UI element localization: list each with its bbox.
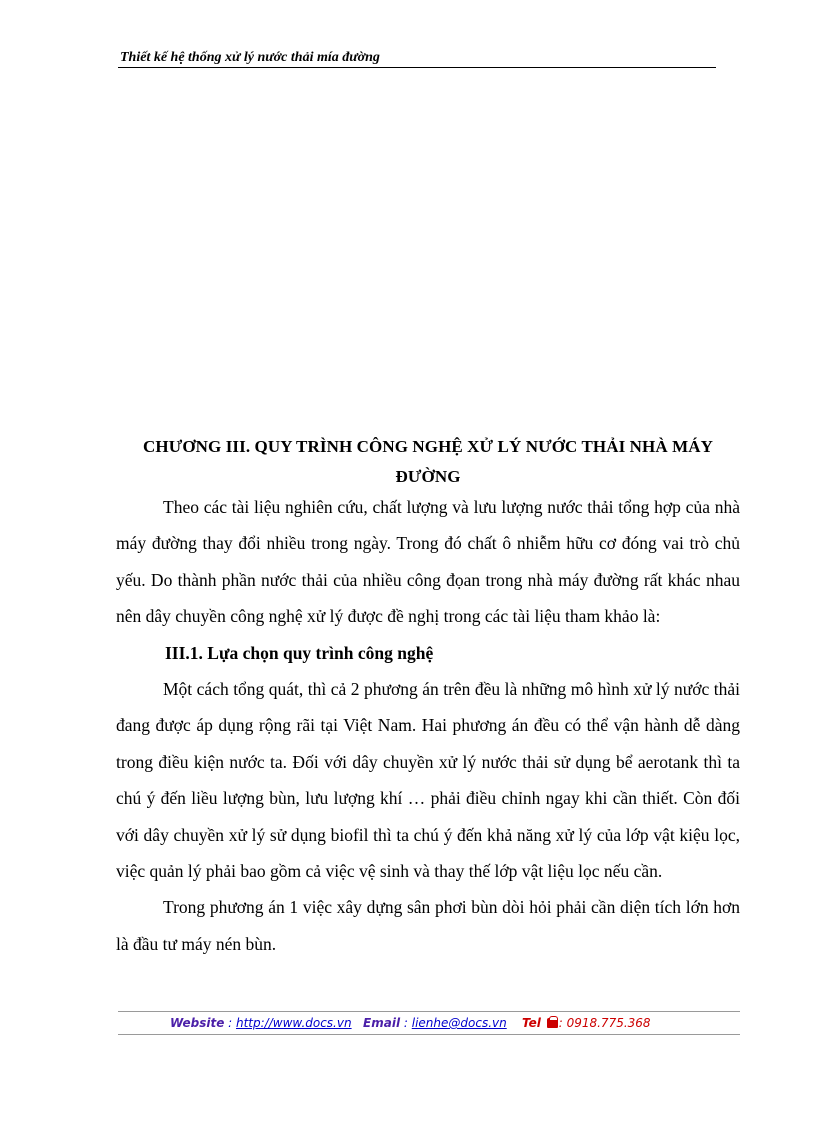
section-heading: III.1. Lựa chọn quy trình công nghệ (165, 642, 434, 663)
body-paragraph-2: Trong phương án 1 việc xây dựng sân phơi bùn dòi hỏi phải cần diện tích lớn hơn là đầu tư máy nén bùn. (116, 897, 740, 954)
document-header-title: Thiết kế hệ thống xử lý nước thải mía đường (120, 50, 380, 65)
footer-divider-top (118, 1011, 740, 1012)
chapter-title: CHƯƠNG III. QUY TRÌNH CÔNG NGHỆ XỬ LÝ NƯỚC THẢI NHÀ MÁY ĐƯỜNG (143, 437, 713, 486)
website-colon: : (224, 1016, 236, 1030)
email-colon: : (400, 1016, 412, 1030)
phone-number: : 0918.775.368 (558, 1016, 651, 1030)
main-content (116, 489, 740, 962)
intro-paragraph: Theo các tài liệu nghiên cứu, chất lượng và lưu lượng nước thải tổng hợp của nhà máy đường thay đổi nhiều trong ngày. Trong đó chất ô nhiễm hữu cơ đóng vai trò chủ yếu. Do thành phần nước thải của nhiều công đọan trong nhà máy đường rất khác nhau nên dây chuyền công nghệ xử lý được đề nghị trong các tài liệu tham khảo là: (116, 497, 740, 627)
website-link[interactable]: http://www.docs.vn (236, 1016, 352, 1030)
tel-label: Tel (522, 1016, 541, 1030)
email-link[interactable]: lienhe@docs.vn (411, 1016, 507, 1030)
footer-divider-bottom (118, 1034, 740, 1035)
body-paragraph-1: Một cách tổng quát, thì cả 2 phương án trên đều là những mô hình xử lý nước thải đang được áp dụng rộng rãi tại Việt Nam. Hai phương án đều có thể vận hành dễ dàng trong điều kiện nước ta. Đối với dây chuyền xử lý nước thải sử dụng bể aerotank thì ta chú ý đến liều lượng bùn, lưu lượng khí … phải điều chỉnh ngay khi cần thiết. Còn đối với dây chuyền xử lý sử dụng biofil thì ta chú ý đến khả năng xử lý của lớp vật kiệu lọc, việc quản lý phải bao gồm cả việc vệ sinh và thay thế lớp vật liệu lọc nếu cần. (116, 679, 740, 882)
website-label: Website (170, 1016, 225, 1030)
telephone-icon (547, 1018, 558, 1028)
header-divider (118, 67, 716, 68)
email-label: Email (363, 1016, 401, 1030)
footer-contact (170, 1016, 651, 1030)
